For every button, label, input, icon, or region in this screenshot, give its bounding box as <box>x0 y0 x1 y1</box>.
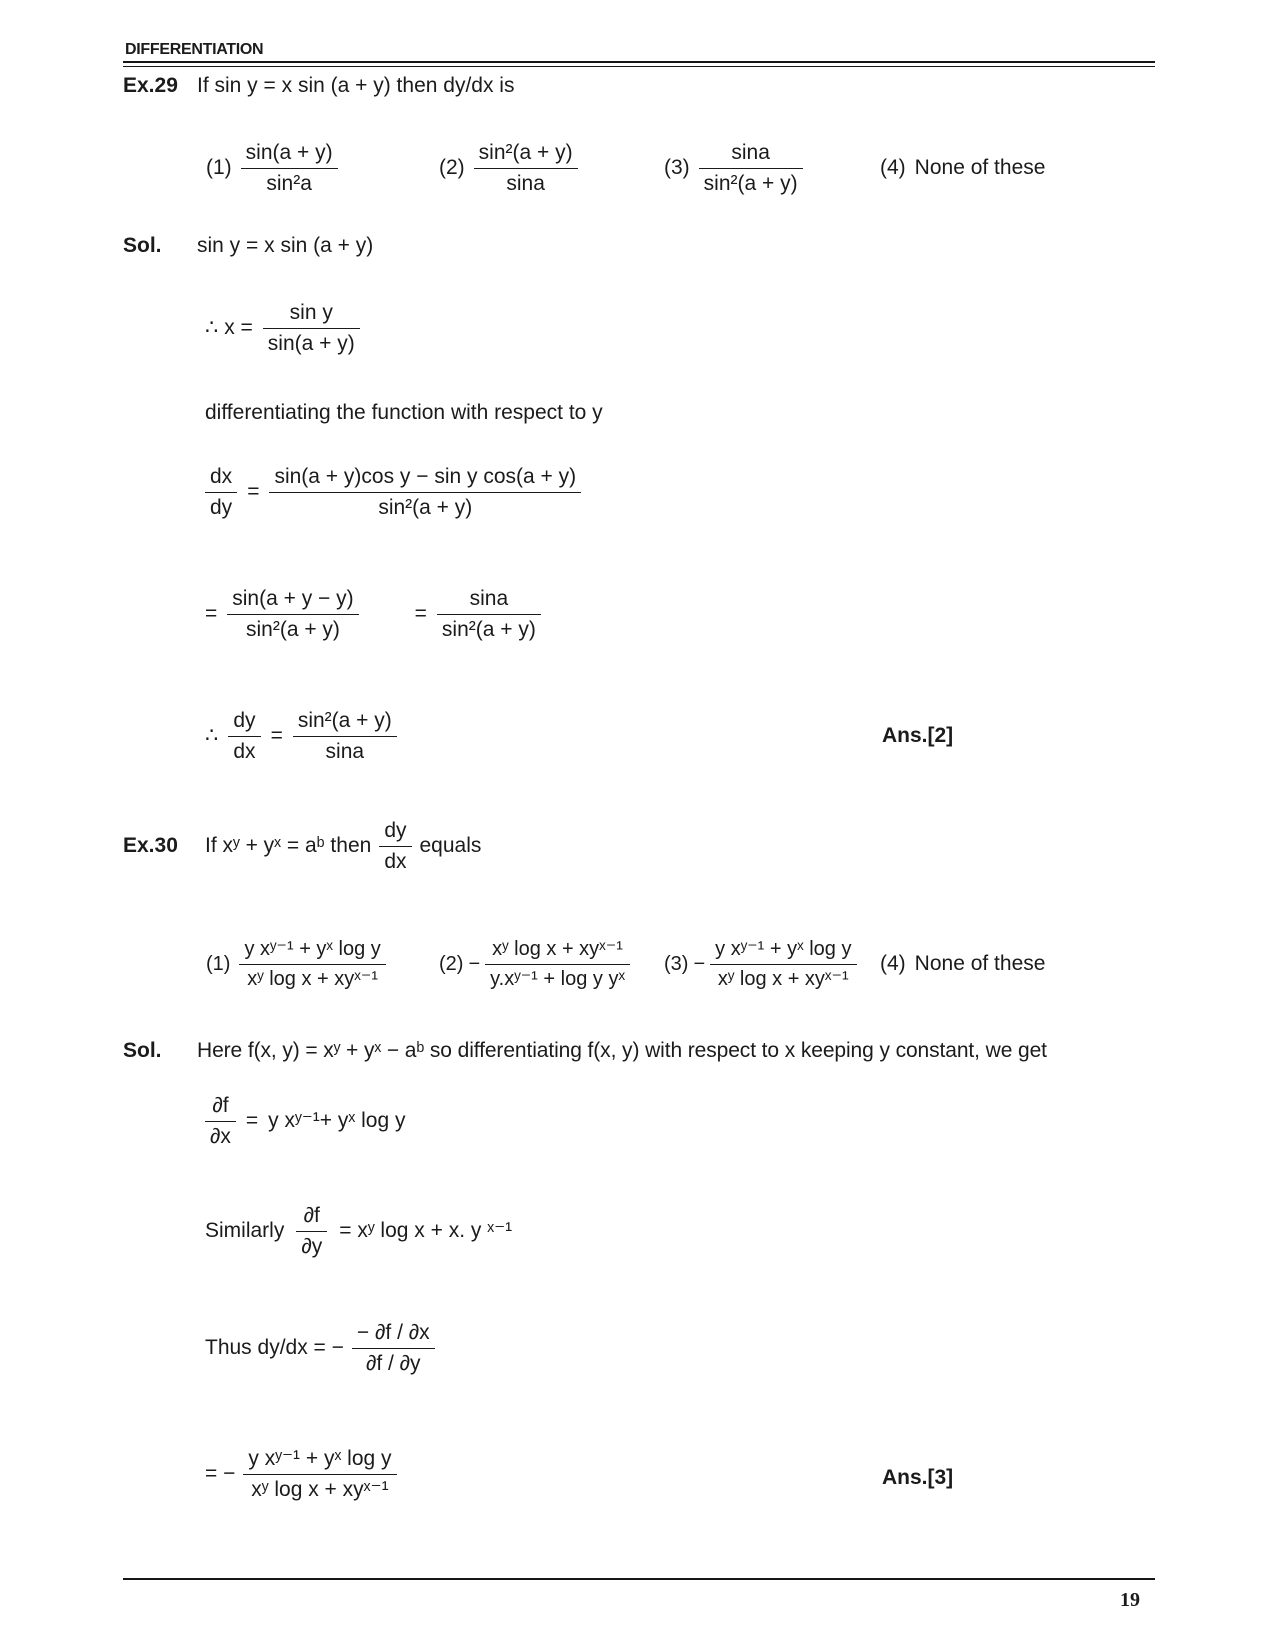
ex30-question-row <box>123 813 481 879</box>
ex30-option-3 <box>664 928 857 1000</box>
fraction-bar <box>269 492 581 493</box>
step4-rhs-fraction <box>293 708 397 764</box>
ex29-option-3-label: (3) <box>664 156 690 180</box>
ex29-option-2 <box>439 132 578 204</box>
fraction-bar <box>474 168 578 169</box>
ex29-option-4-label: (4) <box>880 156 906 180</box>
fraction-denominator: sin²(a + y) <box>441 617 536 641</box>
ex29-question-text: If sin y = x sin (a + y) then dy/dx is <box>197 74 515 97</box>
ex30-label: Ex.30 <box>123 834 178 858</box>
fraction-denominator: ∂x <box>210 1124 231 1148</box>
fraction-numerator: y xʸ⁻¹ + yˣ log y <box>244 938 381 961</box>
ex29-option-1-label: (1) <box>206 156 232 180</box>
ex30-step1-rhs: y xʸ⁻¹+ yˣ log y <box>268 1109 406 1133</box>
ex30-option-3-fraction <box>710 937 856 991</box>
ex30-option-4 <box>880 928 1045 1000</box>
ex29-answer: Ans.[2] <box>882 724 954 747</box>
fraction-numerator: sina <box>731 140 770 164</box>
ex29-sol-step3 <box>205 581 541 647</box>
fraction-bar <box>239 964 385 965</box>
fraction-bar <box>293 736 397 737</box>
ex29-sol-row <box>123 232 373 259</box>
fraction-denominator: xʸ log x + xyˣ⁻¹ <box>717 967 849 990</box>
ex30-step2-pre: Similarly <box>205 1219 285 1243</box>
step4-fraction <box>243 1446 396 1502</box>
fraction-numerator: ∂f <box>212 1093 229 1117</box>
fraction-denominator: sin²a <box>266 171 312 195</box>
fraction-numerator: dy <box>233 708 256 732</box>
equals-sign: = <box>414 602 427 626</box>
fraction-numerator: sin(a + y)cos y − sin y cos(a + y) <box>274 464 577 488</box>
ex30-sol-step3 <box>205 1317 435 1379</box>
equals-sign: = <box>205 602 218 626</box>
ex30-option-1-label: (1) <box>206 953 231 975</box>
equals-sign: = <box>245 1109 259 1133</box>
fraction-bar <box>710 964 856 965</box>
fraction-denominator: xʸ log x + xyˣ⁻¹ <box>247 967 379 990</box>
step4-lhs-fraction <box>228 708 260 764</box>
step3-fraction-1 <box>227 586 358 642</box>
ex30-sol-label: Sol. <box>123 1039 162 1062</box>
fraction-bar <box>205 1121 236 1122</box>
fraction-numerator: sin²(a + y) <box>297 708 392 732</box>
fraction-denominator: sin(a + y) <box>267 331 355 355</box>
fraction-bar <box>352 1348 435 1349</box>
ex29-label: Ex.29 <box>123 74 178 97</box>
ex29-option-3-fraction <box>699 140 803 196</box>
ex30-option-1 <box>206 928 386 1000</box>
ex30-option-1-fraction <box>239 937 385 991</box>
fraction-bar <box>379 846 411 847</box>
step2-lhs-fraction <box>205 464 237 520</box>
fraction-denominator: sin²(a + y) <box>703 171 798 195</box>
ex30-sol-line1: Here f(x, y) = xʸ + yˣ − aᵇ so differentiating f(x, y) with respect to x keeping y constant, we get <box>197 1039 1047 1062</box>
fraction-denominator: sin²(a + y) <box>378 495 473 519</box>
ex30-option-2-label: (2) <box>439 953 464 975</box>
fraction-bar <box>227 614 358 615</box>
fraction-numerator: dy <box>384 818 407 842</box>
ex29-option-1 <box>206 132 338 204</box>
footer-rule <box>123 1578 1155 1580</box>
ex30-step4-pre: = − <box>205 1462 236 1486</box>
ex30-sol-step2 <box>205 1201 512 1261</box>
ex29-sol-step1 <box>205 296 360 360</box>
fraction-numerator: sin(a + y − y) <box>232 586 354 610</box>
fraction-numerator: sin²(a + y) <box>478 140 573 164</box>
equals-sign: = <box>270 724 283 748</box>
ex29-sol-line1: sin y = x sin (a + y) <box>197 234 374 257</box>
fraction-denominator: sin²(a + y) <box>245 617 340 641</box>
partial-fy-fraction <box>296 1203 327 1259</box>
page-number: 19 <box>1120 1589 1140 1611</box>
step1-pre: ∴ x = <box>205 316 253 340</box>
ex30-answer: Ans.[3] <box>882 1466 954 1489</box>
fraction-numerator: sin(a + y) <box>245 140 333 164</box>
fraction-bar <box>437 614 541 615</box>
ex29-option-2-fraction <box>474 140 578 196</box>
ex29-sol-line2 <box>205 399 603 426</box>
minus-sign: − <box>468 953 481 975</box>
ex29-sol-step2 <box>205 459 581 525</box>
fraction-numerator: y xʸ⁻¹ + yˣ log y <box>248 1446 392 1470</box>
ex29-question-row <box>123 72 514 99</box>
fraction-bar <box>485 964 630 965</box>
ex29-option-4 <box>880 132 1045 204</box>
ex29-option-3 <box>664 132 803 204</box>
fraction-denominator: sina <box>325 739 365 763</box>
ex30-question-fraction <box>379 818 411 874</box>
ex30-question-pre: If xʸ + yˣ = aᵇ then <box>205 834 372 858</box>
fraction-numerator: xʸ log x + xyˣ⁻¹ <box>492 938 623 961</box>
ex30-option-4-text: None of these <box>914 952 1046 976</box>
fraction-bar <box>205 492 237 493</box>
fraction-denominator: ∂f / ∂y <box>365 1351 421 1375</box>
therefore-sign: ∴ <box>205 724 219 748</box>
fraction-denominator: dy <box>210 495 233 519</box>
fraction-numerator: ∂f <box>303 1203 320 1227</box>
step2-rhs-fraction <box>269 464 581 520</box>
ex30-question-post: equals <box>419 834 482 858</box>
fraction-denominator: dx <box>233 739 256 763</box>
step3-fraction <box>352 1320 435 1376</box>
ex29-option-1-fraction <box>241 140 338 196</box>
fraction-denominator: y.xʸ⁻¹ + log y yˣ <box>490 967 626 990</box>
ex29-sol-label: Sol. <box>123 234 162 257</box>
fraction-bar <box>241 168 338 169</box>
minus-sign: − <box>693 953 706 975</box>
ex29-option-2-label: (2) <box>439 156 465 180</box>
ex30-option-2-fraction <box>485 937 630 991</box>
step3-fraction-2 <box>437 586 541 642</box>
page-header-title: DIFFERENTIATION <box>125 41 264 58</box>
ex30-step2-rhs: = xʸ log x + x. y ˣ⁻¹ <box>339 1219 513 1243</box>
fraction-denominator: dx <box>384 849 407 873</box>
fraction-numerator: dx <box>210 464 233 488</box>
step1-fraction <box>263 300 360 356</box>
fraction-bar <box>243 1474 396 1475</box>
ex30-sol-step1 <box>205 1091 406 1151</box>
fraction-bar <box>263 328 360 329</box>
fraction-denominator: sina <box>506 171 545 195</box>
ex29-sol-line2-text: differentiating the function with respect to y <box>205 401 603 424</box>
fraction-numerator: − ∂f / ∂x <box>356 1320 430 1344</box>
fraction-numerator: sin y <box>289 300 333 324</box>
fraction-numerator: sina <box>469 586 509 610</box>
ex30-option-3-label: (3) <box>664 953 689 975</box>
ex29-option-4-text: None of these <box>914 156 1046 180</box>
fraction-bar <box>228 736 260 737</box>
header-rule <box>123 61 1155 67</box>
fraction-denominator: ∂y <box>301 1234 323 1258</box>
ex29-sol-step4 <box>205 703 397 769</box>
fraction-bar <box>699 168 803 169</box>
ex30-sol-step4 <box>205 1442 397 1506</box>
ex30-option-4-label: (4) <box>880 952 906 976</box>
partial-fx-fraction <box>205 1093 236 1149</box>
ex30-option-2 <box>439 928 630 1000</box>
equals-sign: = <box>247 480 260 504</box>
fraction-denominator: xʸ log x + xyˣ⁻¹ <box>251 1477 389 1501</box>
ex30-step3-pre: Thus dy/dx = − <box>205 1336 344 1360</box>
fraction-numerator: y xʸ⁻¹ + yˣ log y <box>715 938 852 961</box>
fraction-bar <box>296 1231 327 1232</box>
ex30-sol-row <box>123 1037 1047 1064</box>
